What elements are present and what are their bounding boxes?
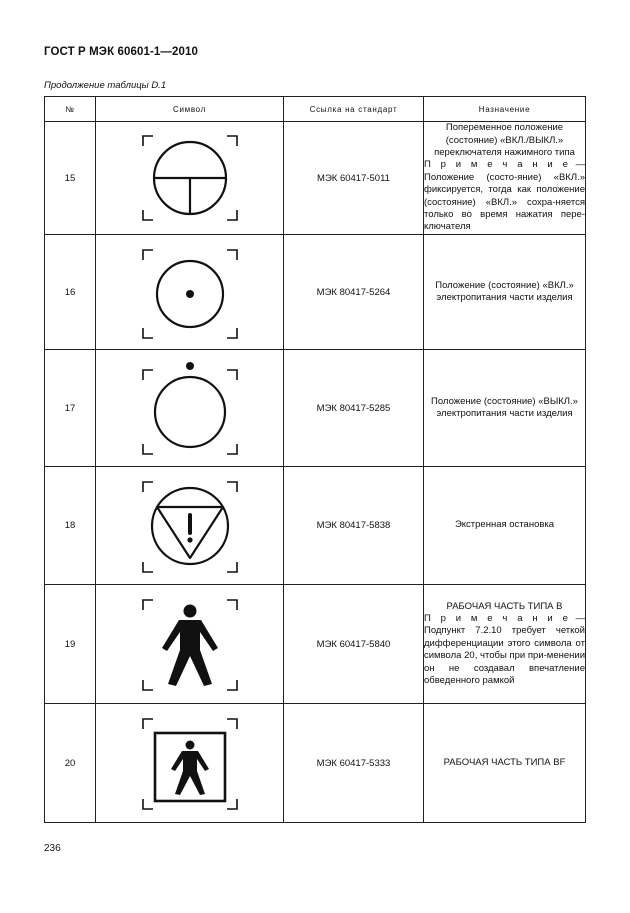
row-number: 16 (45, 235, 96, 350)
purpose-line: Положение (состояние) «ВЫКЛ.» (431, 395, 578, 407)
standard-reference: МЭК 60417-5333 (284, 704, 424, 823)
column-header-number: № (45, 97, 96, 122)
symbol-cell (96, 467, 284, 585)
purpose-line: электропитания части изделия (436, 408, 573, 419)
symbol-cell (96, 350, 284, 467)
type-b-applied-part-icon (135, 592, 245, 696)
row-number: 19 (45, 585, 96, 704)
purpose-cell (424, 350, 586, 467)
page-number: 236 (44, 843, 61, 854)
purpose-note (424, 159, 585, 233)
row-number: 20 (45, 704, 96, 823)
note-label: П р и м е ч а н и е (424, 612, 571, 624)
emergency-stop-icon (135, 474, 245, 578)
purpose-line: РАБОЧАЯ ЧАСТЬ ТИПА BF (443, 756, 566, 768)
symbol-cell (96, 585, 284, 704)
symbol-cell (96, 235, 284, 350)
pushbutton-on-off-icon (135, 128, 245, 228)
purpose-line: Экстренная остановка (454, 519, 555, 531)
note-text: — Положение (состо-яние) «ВКЛ.» фиксируется, тогда как положение (состояние) «ВКЛ.» сохра-няется только во время нажатия пере-ключателя (424, 159, 586, 233)
standard-reference: МЭК 80417-5285 (284, 350, 424, 467)
standard-reference: МЭК 80417-5264 (284, 235, 424, 350)
row-number: 17 (45, 350, 96, 467)
row-number: 15 (45, 122, 96, 235)
purpose-line: РАБОЧАЯ ЧАСТЬ ТИПА B (446, 600, 563, 612)
power-off-state-icon (135, 358, 245, 458)
note-label: П р и м е ч а н и е (424, 159, 571, 171)
table-header-row (45, 97, 586, 122)
column-header-reference: Ссылка на стандарт (284, 97, 424, 122)
symbol-cell (96, 704, 284, 823)
power-on-state-icon (135, 242, 245, 342)
table-row (45, 235, 586, 350)
standard-reference: МЭК 60417-5840 (284, 585, 424, 704)
purpose-cell (424, 467, 586, 585)
table-row (45, 122, 586, 235)
purpose-line: электропитания части изделия (436, 292, 573, 303)
table-row (45, 585, 586, 704)
standard-reference: МЭК 60417-5011 (284, 122, 424, 235)
table-caption: Продолжение таблицы D.1 (44, 80, 167, 91)
table-row (45, 467, 586, 585)
table-row (45, 350, 586, 467)
purpose-line: переключателя нажимного типа (434, 146, 575, 158)
column-header-symbol: Символ (96, 97, 284, 122)
type-bf-applied-part-icon (135, 711, 245, 815)
symbol-cell (96, 122, 284, 235)
purpose-note (424, 613, 585, 687)
purpose-line: (состояние) «ВКЛ./ВЫКЛ.» (445, 134, 564, 146)
purpose-cell (424, 122, 586, 235)
document-header: ГОСТ Р МЭК 60601-1—2010 (44, 46, 198, 58)
purpose-cell (424, 235, 586, 350)
symbols-table (44, 96, 586, 823)
column-header-purpose: Назначение (424, 97, 586, 122)
table-row (45, 704, 586, 823)
standard-reference: МЭК 80417-5838 (284, 467, 424, 585)
purpose-cell (424, 585, 586, 704)
note-text: — Подпункт 7.2.10 требует четкой дифференциации этого символа от символа 20, чтобы при при-менении он не создавал впечатление обведенного рамкой (424, 612, 586, 687)
purpose-cell (424, 704, 586, 823)
purpose-line: Положение (состояние) «ВКЛ.» (435, 279, 574, 291)
purpose-line: Попеременное положение (445, 122, 564, 134)
row-number: 18 (45, 467, 96, 585)
